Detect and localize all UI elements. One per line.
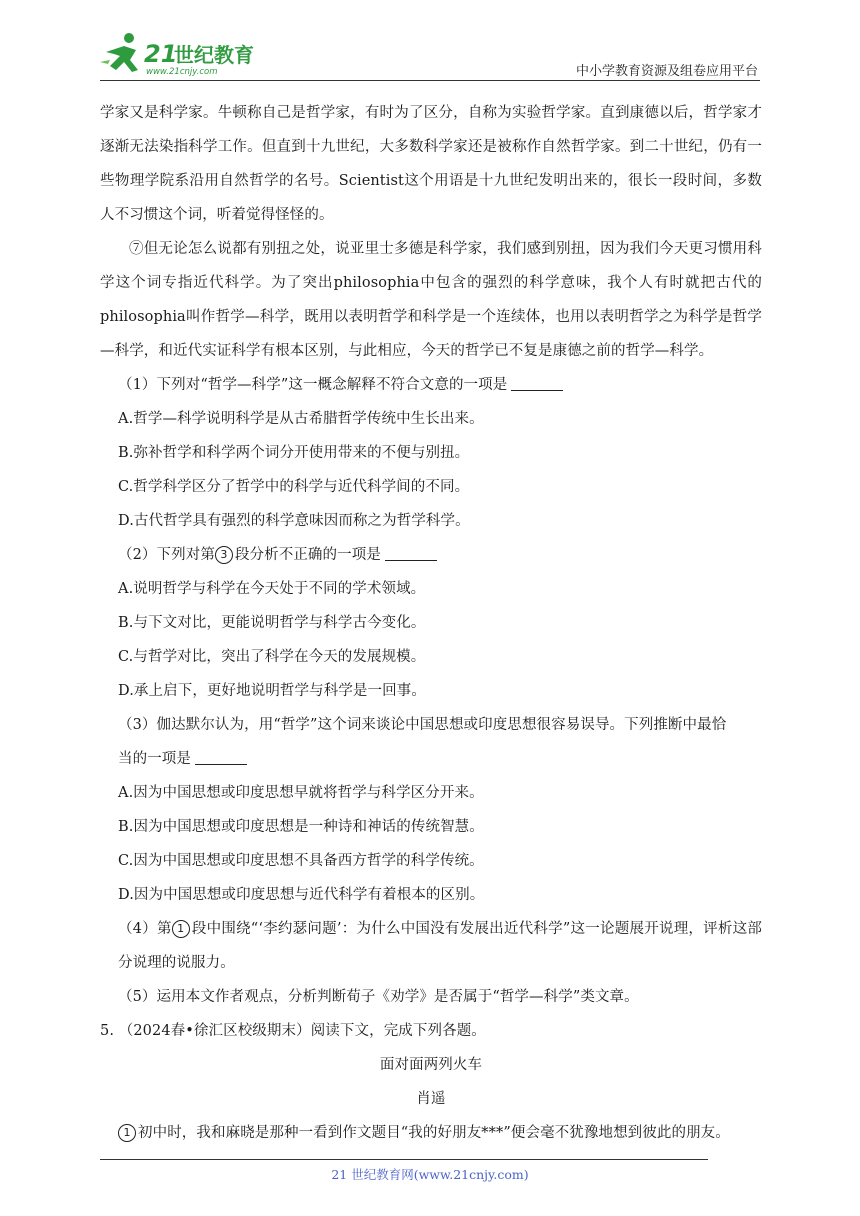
document-body xyxy=(100,96,762,1150)
option-c: C.与哲学对比，突出了科学在今天的发展规模。 xyxy=(118,649,426,665)
option-a: A.哲学—科学说明科学是从古希腊哲学传统中生长出来。 xyxy=(118,411,484,427)
question-text: 段分析不正确的一项是 xyxy=(234,547,381,563)
answer-blank[interactable] xyxy=(511,376,563,391)
question-text: 当的一项是 xyxy=(118,751,191,767)
question-3-cont xyxy=(100,742,762,776)
article-title: 面对面两列火车 xyxy=(379,1057,483,1073)
circled-number: 3 xyxy=(215,546,233,564)
platform-tagline: 中小学教育资源及组卷应用平台 xyxy=(575,64,758,79)
paragraph-text: 初中时，我和麻晓是那种一看到作文题目“我的好朋友***”便会毫不犹豫地想到彼此的朋友。 xyxy=(138,1125,730,1141)
svg-text:21: 21 xyxy=(144,40,178,68)
question-5: （5）运用本文作者观点，分析判断荀子《劝学》是否属于“哲学—科学”类文章。 xyxy=(118,989,639,1005)
option-a: A.说明哲学与科学在今天处于不同的学术领域。 xyxy=(118,581,426,597)
paragraph-continued: 学家又是科学家。牛顿称自己是哲学家，有时为了区分，自称为实验哲学家。直到康德以后，哲学家才逐渐无法染指科学工作。但直到十九世纪，大多数科学家还是被称作自然哲学家。到二十世纪，仍有一些物理学院系沿用自然哲学的名号。Scientist这个用语是十九世纪发明出来的，很长一段时间，多数人不习惯这个词，听着觉得怪怪的。 xyxy=(100,105,762,223)
question-4 xyxy=(100,912,762,980)
question-text: （1）下列对“哲学—科学”这一概念解释不符合文意的一项是 xyxy=(118,377,508,393)
footer-divider xyxy=(100,1159,708,1160)
question-2 xyxy=(100,538,762,572)
option-b: B.弥补哲学和科学两个词分开使用带来的不便与别扭。 xyxy=(118,445,470,461)
paragraph-7 xyxy=(100,232,762,368)
site-logo[interactable] xyxy=(96,30,266,80)
question-text: 段中围绕“‘李约瑟问题’：为什么中国没有发展出近代科学”这一论题展开说理，评析这部分说理的说服力。 xyxy=(118,921,762,971)
article-paragraph-1 xyxy=(100,1116,762,1150)
paragraph-number: ⑦ xyxy=(129,241,144,257)
option-c: C.因为中国思想或印度思想不具备西方哲学的科学传统。 xyxy=(118,853,484,869)
answer-blank[interactable] xyxy=(195,750,247,765)
question-text: （3）伽达默尔认为，用“哲学”这个词来谈论中国思想或印度思想很容易误导。下列推断中最恰 xyxy=(118,717,727,733)
option-a: A.因为中国思想或印度思想早就将哲学与科学区分开来。 xyxy=(118,785,484,801)
svg-text:www.21cnjy.com: www.21cnjy.com xyxy=(146,67,218,77)
option-b: B.与下文对比，更能说明哲学与科学古今变化。 xyxy=(118,615,426,631)
option-b: B.因为中国思想或印度思想是一种诗和神话的传统智慧。 xyxy=(118,819,484,835)
item-5-heading: 5. （2024春•徐汇区校级期末）阅读下文，完成下列各题。 xyxy=(100,1023,486,1039)
question-text: （2）下列对第 xyxy=(118,547,215,563)
question-1 xyxy=(100,368,762,402)
option-c: C.哲学科学区分了哲学中的科学与近代科学间的不同。 xyxy=(118,479,470,495)
paragraph-text: 但无论怎么说都有别扭之处，说亚里士多德是科学家，我们感到别扭，因为我们今天更习惯用科学这个词专指近代科学。为了突出philosophia中包含的强烈的科学意味，我个人有时就把古代的philosophia叫作哲学—科学，既用以表明哲学和科学是一个连续体，也用以表明哲学之为科学是哲学—科学，和近代实证科学有根本区别，与此相应，今天的哲学已不复是康德之前的哲学—科学。 xyxy=(100,241,762,359)
option-d: D.古代哲学具有强烈的科学意味因而称之为哲学科学。 xyxy=(118,513,470,529)
page-header xyxy=(0,0,860,80)
question-text: （4）第 xyxy=(118,921,172,937)
logo-graphic xyxy=(96,30,266,80)
question-3 xyxy=(100,708,762,742)
article-author: 肖遥 xyxy=(416,1091,446,1107)
header-divider xyxy=(100,80,760,81)
option-d: D.承上启下，更好地说明哲学与科学是一回事。 xyxy=(118,683,426,699)
page-footer[interactable]: 21 世纪教育网(www.21cnjy.com) xyxy=(331,1167,529,1182)
circled-number: 1 xyxy=(118,1124,136,1142)
svg-text:世纪教育: 世纪教育 xyxy=(174,43,254,67)
circled-number: 1 xyxy=(172,920,190,938)
answer-blank[interactable] xyxy=(385,546,437,561)
option-d: D.因为中国思想或印度思想与近代科学有着根本的区别。 xyxy=(118,887,485,903)
